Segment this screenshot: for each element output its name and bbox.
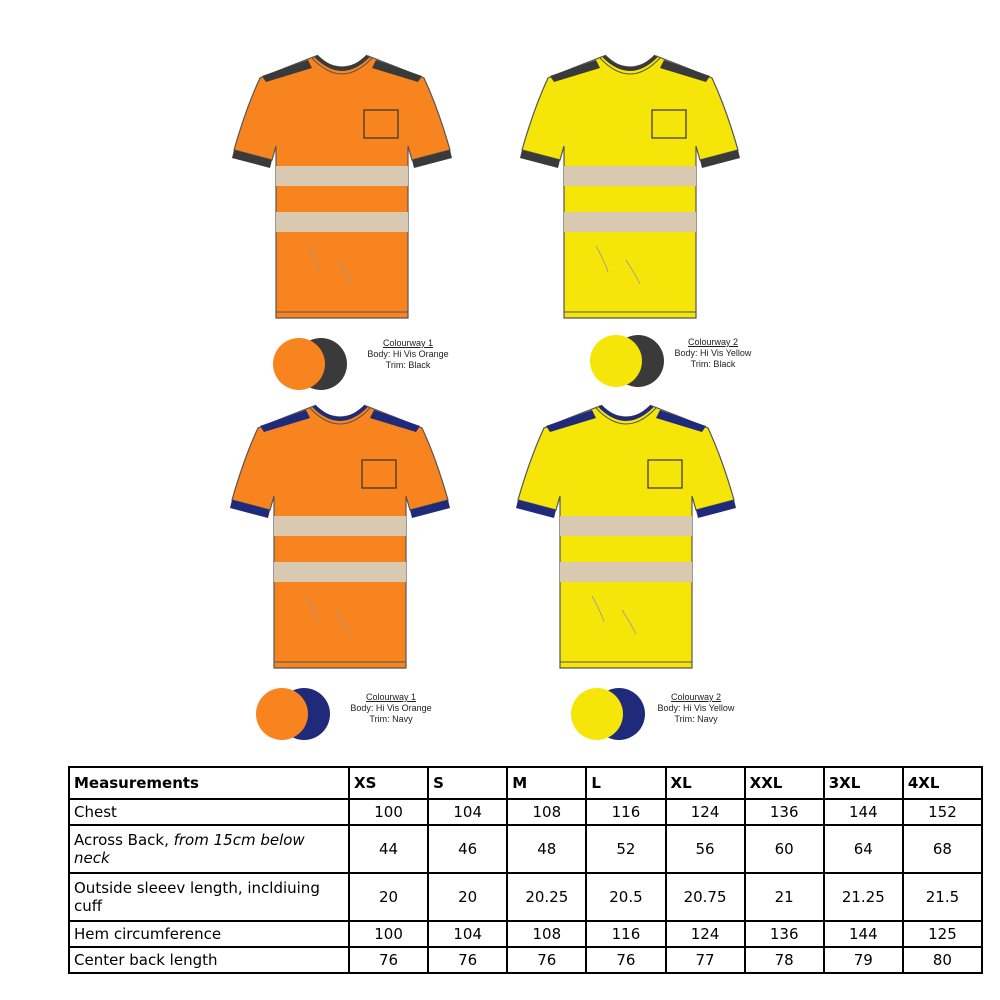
header-measurements: Measurements	[69, 767, 349, 799]
colourway-caption	[353, 338, 463, 371]
table-cell: 77	[666, 947, 745, 973]
colourway-body-colour: Body: Hi Vis Yellow	[674, 348, 752, 358]
colourway-trim-colour: Trim: Navy	[369, 714, 413, 724]
row-label-text: Chest	[74, 803, 117, 821]
header-size-l: L	[586, 767, 665, 799]
table-cell: 21.5	[903, 873, 982, 921]
table-cell: 21.25	[824, 873, 903, 921]
table-cell: 100	[349, 921, 428, 947]
reflective-tape-upper	[560, 516, 692, 536]
header-size-xl: XL	[666, 767, 745, 799]
colourway-body-colour: Body: Hi Vis Orange	[350, 703, 432, 713]
table-header-row	[69, 767, 982, 799]
header-size-s: S	[428, 767, 507, 799]
tshirt-drawing	[228, 48, 456, 330]
colour-swatches	[256, 688, 346, 742]
table-row	[69, 921, 982, 947]
table-cell: 116	[586, 799, 665, 825]
tshirt-illustration-orange-navy	[226, 398, 454, 680]
table-cell: 144	[824, 921, 903, 947]
colour-swatches	[273, 338, 363, 392]
table-cell: 125	[903, 921, 982, 947]
body-colour-swatch	[590, 335, 642, 387]
header-size-3xl: 3XL	[824, 767, 903, 799]
colourway-title: Colourway 2	[687, 337, 739, 347]
reflective-tape-lower	[276, 212, 408, 232]
colourway-title: Colourway 1	[365, 692, 417, 702]
colourway-body-colour: Body: Hi Vis Yellow	[657, 703, 735, 713]
table-cell: 136	[745, 799, 824, 825]
shirt-body	[522, 56, 738, 318]
reflective-tape-lower	[564, 212, 696, 232]
table-body	[69, 799, 982, 973]
table-cell: 104	[428, 799, 507, 825]
table-row	[69, 947, 982, 973]
table-cell: 104	[428, 921, 507, 947]
row-label	[69, 799, 349, 825]
colourway-caption	[658, 337, 768, 370]
table-cell: 20.5	[586, 873, 665, 921]
table-cell: 20.75	[666, 873, 745, 921]
reflective-tape-lower	[560, 562, 692, 582]
table-cell: 68	[903, 825, 982, 873]
shirt-body	[234, 56, 450, 318]
table-cell: 116	[586, 921, 665, 947]
body-colour-swatch	[256, 688, 308, 740]
colourway-caption	[336, 692, 446, 725]
tshirt-drawing	[512, 398, 740, 680]
row-label	[69, 921, 349, 947]
shirt-body	[232, 406, 448, 668]
table-cell: 76	[507, 947, 586, 973]
table-cell: 60	[745, 825, 824, 873]
reflective-tape-upper	[564, 166, 696, 186]
tshirt-illustration-yellow-navy	[512, 398, 740, 680]
header-size-m: M	[507, 767, 586, 799]
colourway-caption	[641, 692, 751, 725]
row-label-note: from 15cm below neck	[74, 831, 305, 867]
row-label-text: Center back length	[74, 951, 218, 969]
table-cell: 52	[586, 825, 665, 873]
table-cell: 108	[507, 799, 586, 825]
reflective-tape-upper	[274, 516, 406, 536]
table-cell: 108	[507, 921, 586, 947]
table-cell: 76	[349, 947, 428, 973]
table-cell: 64	[824, 825, 903, 873]
colourway-body-colour: Body: Hi Vis Orange	[367, 349, 449, 359]
colourway-title: Colourway 1	[382, 338, 434, 348]
table-cell: 124	[666, 921, 745, 947]
header-size-4xl: 4XL	[903, 767, 982, 799]
colourway-trim-colour: Trim: Black	[690, 359, 736, 369]
row-label-text: Across Back,	[74, 831, 174, 849]
tshirt-drawing	[516, 48, 744, 330]
tshirt-illustration-yellow-black	[516, 48, 744, 330]
table-cell: 20	[349, 873, 428, 921]
table-cell: 124	[666, 799, 745, 825]
table-cell: 80	[903, 947, 982, 973]
table-cell: 44	[349, 825, 428, 873]
table-cell: 46	[428, 825, 507, 873]
size-measurements-table	[68, 766, 983, 974]
table-cell: 76	[428, 947, 507, 973]
tshirt-drawing	[226, 398, 454, 680]
row-label	[69, 825, 349, 873]
row-label-text: Outside sleeev length, incldiuing cuff	[74, 879, 320, 915]
row-label	[69, 873, 349, 921]
row-label	[69, 947, 349, 973]
colourway-trim-colour: Trim: Navy	[674, 714, 718, 724]
table-cell: 79	[824, 947, 903, 973]
table-cell: 20	[428, 873, 507, 921]
table-row	[69, 873, 982, 921]
colourway-trim-colour: Trim: Black	[385, 360, 431, 370]
colourway-title: Colourway 2	[670, 692, 722, 702]
table-cell: 136	[745, 921, 824, 947]
body-colour-swatch	[273, 338, 325, 390]
table-cell: 144	[824, 799, 903, 825]
shirt-body	[518, 406, 734, 668]
table-row	[69, 825, 982, 873]
row-label-text: Hem circumference	[74, 925, 222, 943]
table-cell: 21	[745, 873, 824, 921]
table-cell: 76	[586, 947, 665, 973]
table-cell: 48	[507, 825, 586, 873]
table-row	[69, 799, 982, 825]
table-cell: 78	[745, 947, 824, 973]
table-cell: 20.25	[507, 873, 586, 921]
tshirt-illustration-orange-black	[228, 48, 456, 330]
header-size-xs: XS	[349, 767, 428, 799]
reflective-tape-upper	[276, 166, 408, 186]
table-cell: 100	[349, 799, 428, 825]
reflective-tape-lower	[274, 562, 406, 582]
body-colour-swatch	[571, 688, 623, 740]
table-cell: 56	[666, 825, 745, 873]
table-cell: 152	[903, 799, 982, 825]
header-size-xxl: XXL	[745, 767, 824, 799]
